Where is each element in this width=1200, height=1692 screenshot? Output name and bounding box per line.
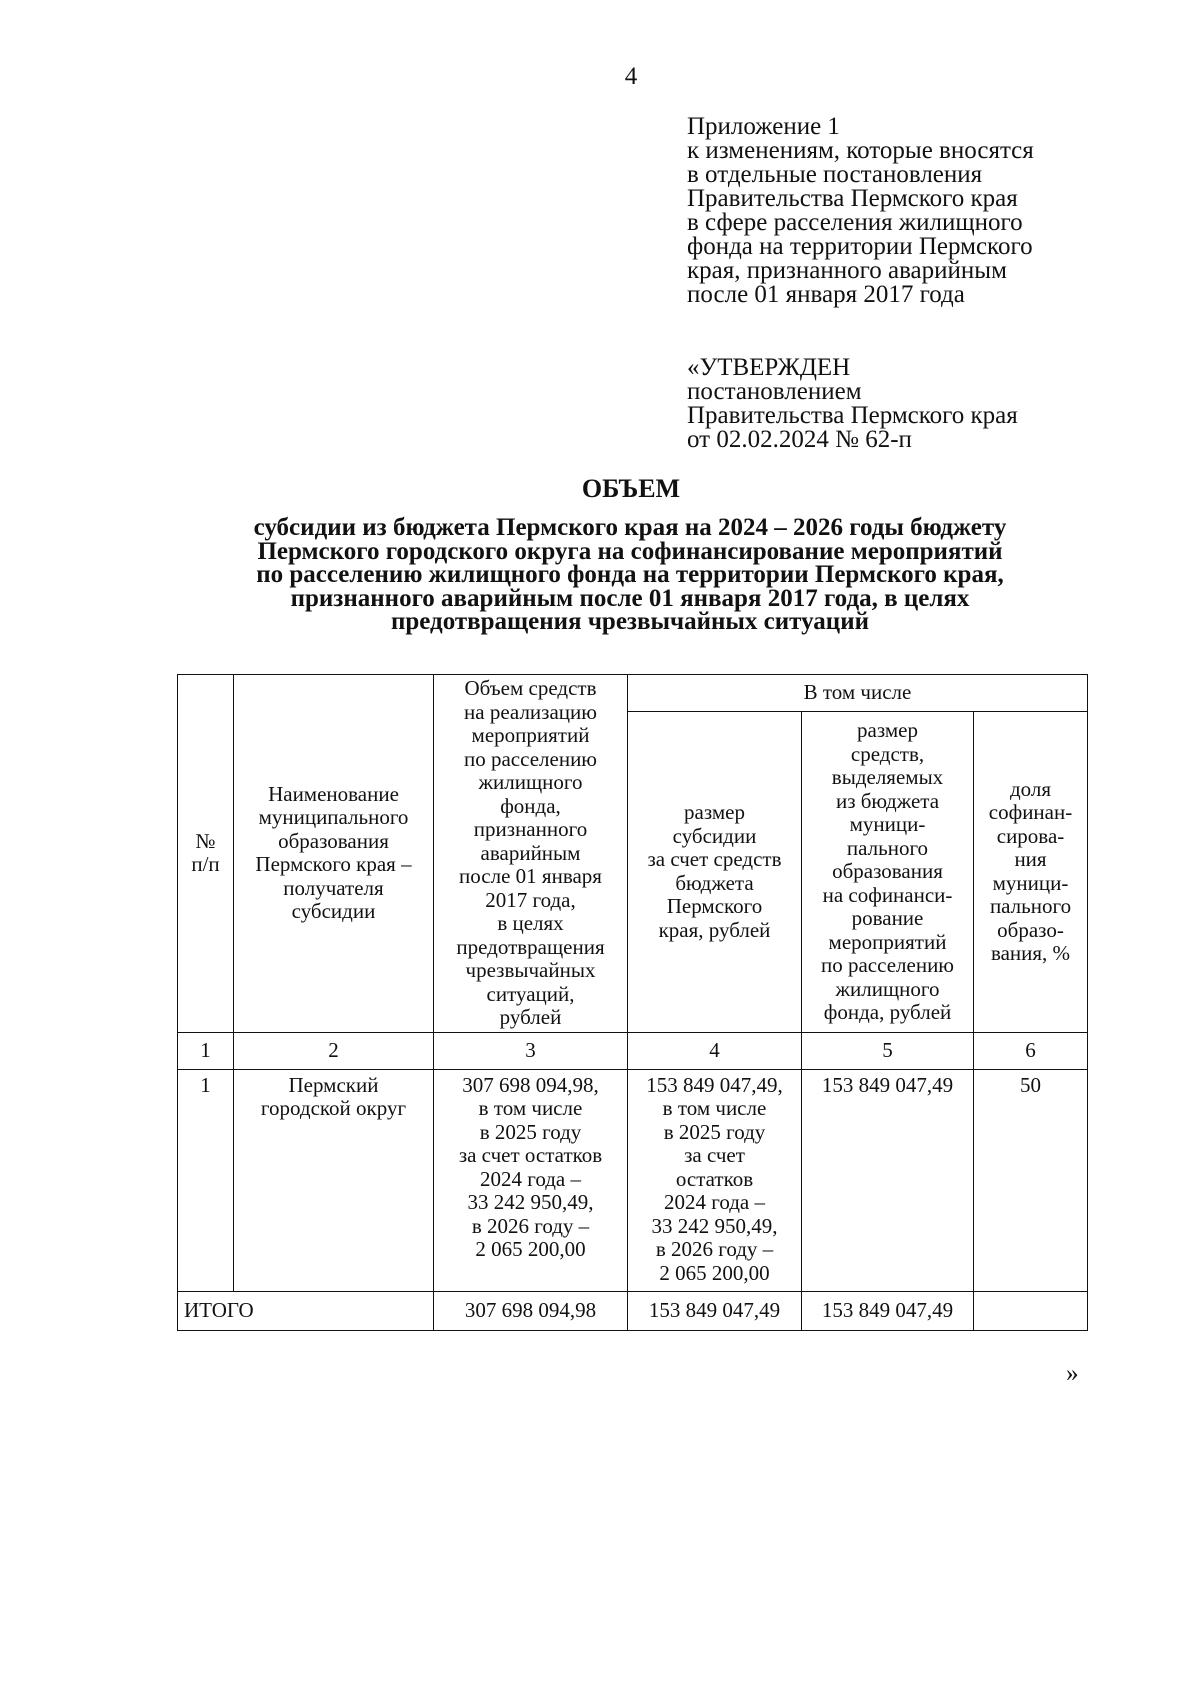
header-municipality-name: Наименование муниципального образования Пермского края – получателя субсидии [234,675,434,1033]
column-number: 3 [434,1032,628,1069]
total-volume: 307 698 094,98 [434,1292,628,1331]
document-subtitle [180,516,1080,634]
subtitle-line: субсидии из бюджета Пермского края на 2024 – 2026 годы бюджету [253,514,1007,541]
closing-quote: » [1066,1360,1079,1387]
approval-line: постановлением [687,378,862,405]
subtitle-line: Пермского городского округа на софинансирование мероприятий [257,537,1003,565]
row-cofinancing-share: 50 [974,1069,1088,1292]
appendix-block [687,115,1107,307]
total-cofinancing-share [974,1292,1088,1331]
total-municipal-funds: 153 849 047,49 [802,1292,974,1331]
header-cofinancing-share: доля софинан- сирова- ния муници- пального образо- вания, % [974,712,1088,1033]
approval-block [687,356,1107,452]
appendix-line: в отдельные постановления [687,161,983,188]
appendix-line: после 01 января 2017 года [687,281,965,308]
subtitle-line: признанного аварийным после 01 января 2017 года, в целях [290,584,970,612]
row-municipality-name: Пермский городской округ [234,1069,434,1292]
subtitle-line: по расселению жилищного фонда на территории Пермского края, [256,561,1004,588]
row-total-volume: 307 698 094,98, в том числе в 2025 году за счет остатков 2024 года – 33 242 950,49, в 2026 году – 2 065 200,00 [434,1069,628,1292]
header-including-group: В том числе [628,675,1088,712]
appendix-line: Приложение 1 [687,113,840,140]
subtitle-line: предотвращения чрезвычайных ситуаций [390,608,870,635]
appendix-line: края, признанного аварийным [687,257,1007,284]
row-municipal-funds: 153 849 047,49 [802,1069,974,1292]
approval-line: «УТВЕРЖДЕН [687,354,851,381]
table-row [178,1069,1088,1292]
column-number: 2 [234,1032,434,1069]
header-subsidy-amount: размер субсидии за счет средств бюджета Пермского края, рублей [628,712,802,1033]
row-number: 1 [178,1069,234,1292]
appendix-line: Правительства Пермского края [687,185,1018,212]
subsidy-table [177,674,1088,1331]
column-number: 4 [628,1032,802,1069]
appendix-line: фонда на территории Пермского [687,233,1033,260]
header-municipal-funds: размер средств, выделяемых из бюджета муници- пального образования на софинанси- рование мероприятий по расселению жилищного фонда, рублей [802,712,974,1033]
row-subsidy-amount: 153 849 047,49, в том числе в 2025 году за счет остатков 2024 года – 33 242 950,49, в 2026 году – 2 065 200,00 [628,1069,802,1292]
table-header-row [178,675,1088,712]
total-label: ИТОГО [178,1292,434,1331]
page-number: 4 [624,63,638,90]
column-numbers-row [178,1032,1088,1069]
document-title: ОБЪЕМ [581,474,681,503]
appendix-line: к изменениям, которые вносятся [687,137,1034,164]
appendix-line: в сфере расселения жилищного [687,209,1023,236]
column-number: 5 [802,1032,974,1069]
total-row [178,1292,1088,1331]
column-number: 6 [974,1032,1088,1069]
header-number: № п/п [178,675,234,1033]
column-number: 1 [178,1032,234,1069]
approval-line: от 02.02.2024 № 62-п [687,426,912,453]
approval-line: Правительства Пермского края [687,402,1018,429]
header-total-volume: Объем средств на реализацию мероприятий по расселению жилищного фонда, признанного аварийным после 01 января 2017 года, в целях предотвращения чрезвычайных ситуаций, рублей [434,675,628,1033]
total-subsidy-amount: 153 849 047,49 [628,1292,802,1331]
